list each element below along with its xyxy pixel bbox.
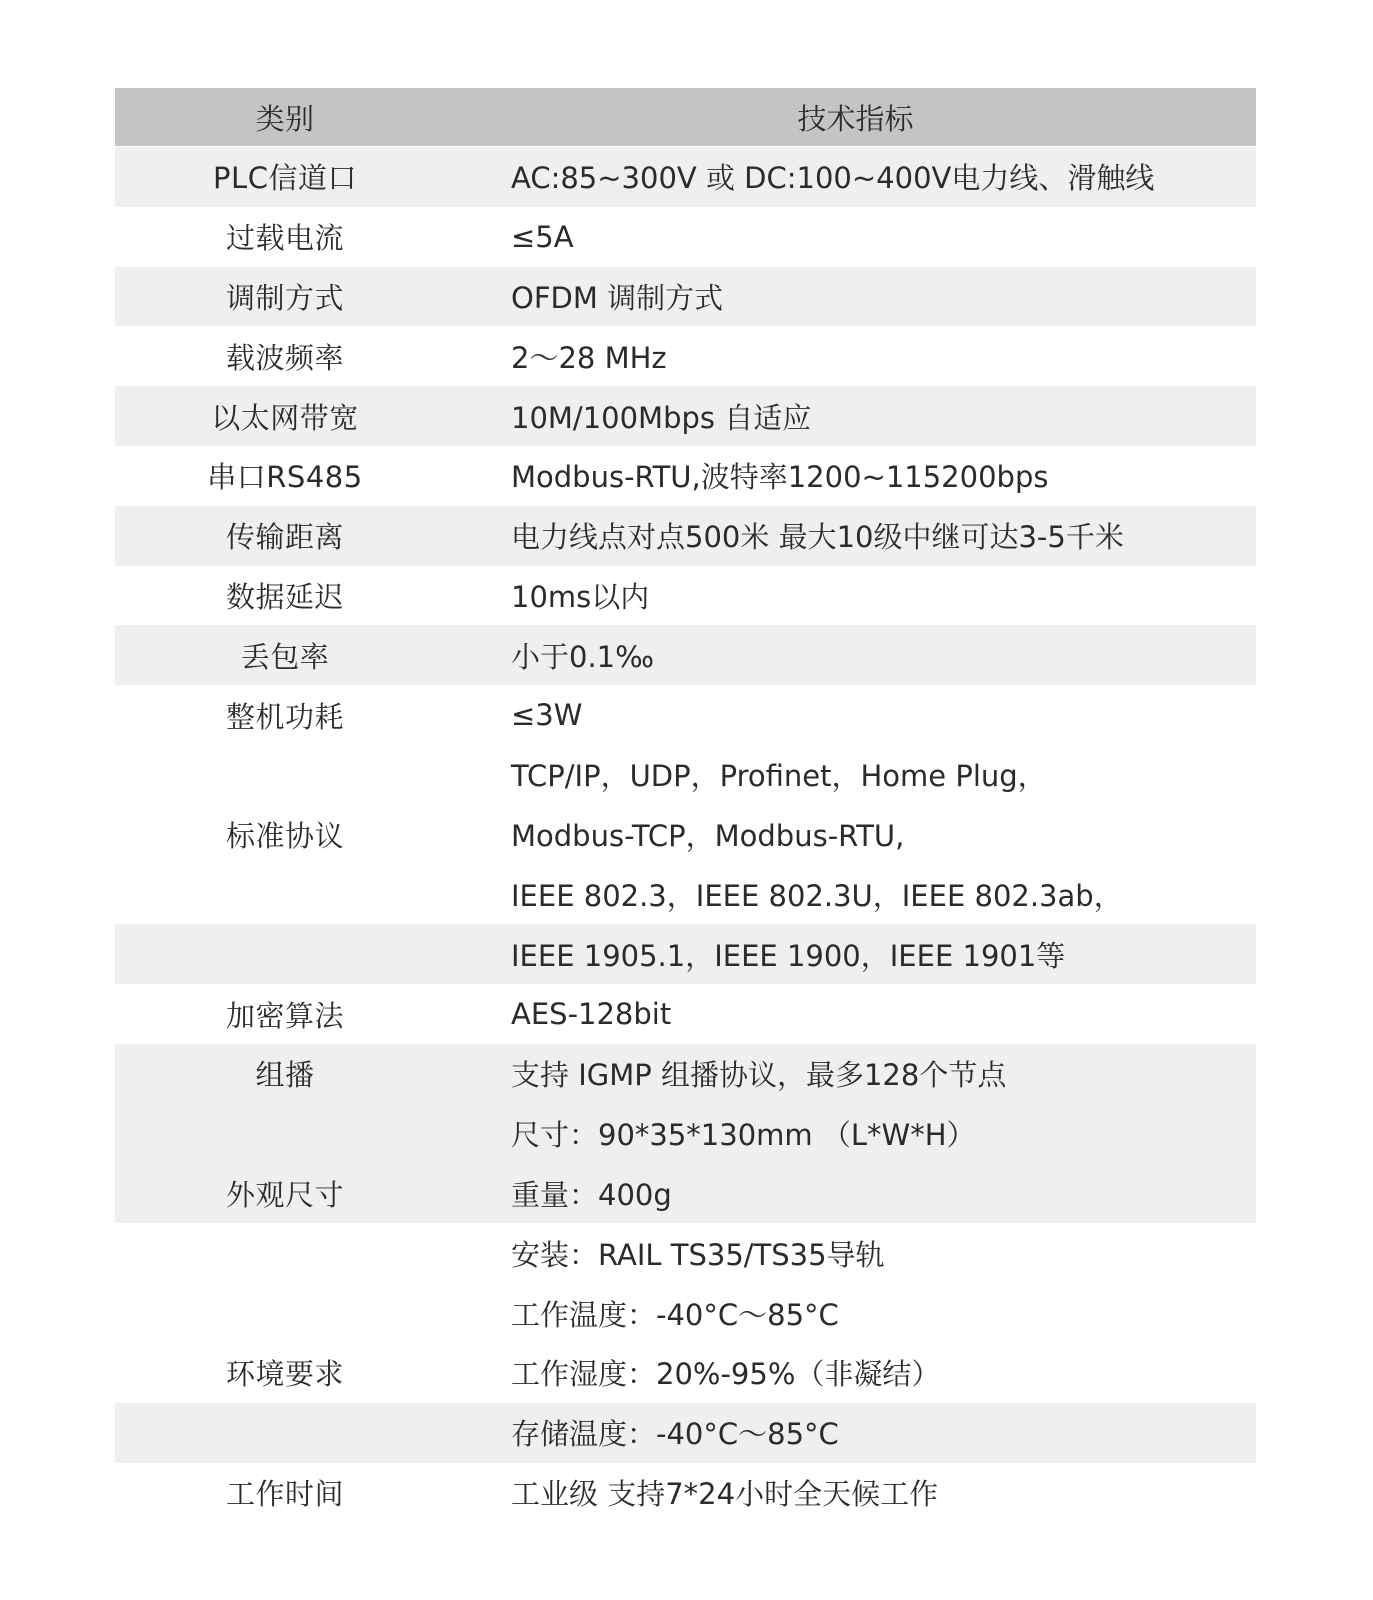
row-category: PLC信道口 xyxy=(213,161,357,196)
row-value: OFDM 调制方式 xyxy=(511,280,724,315)
table-row xyxy=(115,1223,1256,1283)
table-row xyxy=(115,745,1256,805)
row-value: 小于0.1‰ xyxy=(511,639,655,674)
row-category: 以太网带宽 xyxy=(211,400,359,435)
header-category: 类别 xyxy=(255,101,315,136)
row-value: ≤3W xyxy=(511,698,583,733)
table-row xyxy=(115,267,1256,327)
table-row xyxy=(115,625,1256,685)
row-value: Modbus-RTU,波特率1200~115200bps xyxy=(511,460,1049,495)
row-value: 安装：RAIL TS35/TS35导轨 xyxy=(511,1237,885,1272)
row-value: AES-128bit xyxy=(511,997,672,1032)
row-category: 工作时间 xyxy=(225,1476,344,1511)
row-category: 加密算法 xyxy=(225,998,344,1033)
row-value: 工作温度：-40°C～85°C xyxy=(511,1297,839,1332)
table-row xyxy=(115,984,1256,1044)
row-value: 工作湿度：20%-95%（非凝结） xyxy=(511,1357,941,1392)
row-category: 过载电流 xyxy=(225,221,344,256)
spec-table xyxy=(115,88,1256,1522)
row-value: TCP/IP，UDP，Profinet，Home Plug， xyxy=(511,759,1047,794)
row-category: 串口RS485 xyxy=(207,460,363,495)
table-row xyxy=(115,207,1256,267)
table-row xyxy=(115,446,1256,506)
row-value: ≤5A xyxy=(511,219,574,254)
row-value: 10ms以内 xyxy=(511,579,650,614)
row-category: 传输距离 xyxy=(225,520,344,555)
row-category: 调制方式 xyxy=(225,280,344,315)
row-value: 尺寸：90*35*130mm （L*W*H） xyxy=(511,1118,976,1153)
row-category: 标准协议 xyxy=(225,819,344,854)
table-row xyxy=(115,386,1256,446)
table-row xyxy=(115,685,1256,745)
row-category: 整机功耗 xyxy=(225,699,344,734)
table-row xyxy=(115,147,1256,207)
table-row xyxy=(115,1403,1256,1463)
row-value: Modbus-TCP，Modbus-RTU, xyxy=(511,819,905,854)
row-category: 数据延迟 xyxy=(225,579,344,614)
row-value: 支持 IGMP 组播协议，最多128个节点 xyxy=(511,1058,1007,1093)
row-value: 工业级 支持7*24小时全天候工作 xyxy=(511,1476,939,1511)
row-value: 存储温度：-40°C～85°C xyxy=(511,1417,839,1452)
row-category: 载波频率 xyxy=(225,340,344,375)
table-row xyxy=(115,326,1256,386)
table-row xyxy=(115,1283,1256,1343)
row-value: IEEE 802.3，IEEE 802.3U，IEEE 802.3ab， xyxy=(511,878,1123,913)
table-row xyxy=(115,1343,1256,1403)
table-row xyxy=(115,865,1256,925)
table-row xyxy=(115,1104,1256,1164)
header-spec: 技术指标 xyxy=(797,101,914,136)
row-value: 10M/100Mbps 自适应 xyxy=(511,400,812,435)
table-header xyxy=(115,88,1256,146)
row-value: 重量：400g xyxy=(511,1177,672,1212)
table-row xyxy=(115,566,1256,626)
table-row xyxy=(115,1463,1256,1523)
row-category: 组播 xyxy=(255,1058,315,1093)
table-body xyxy=(115,147,1256,1522)
table-row xyxy=(115,1164,1256,1224)
table-row xyxy=(115,1044,1256,1104)
table-row xyxy=(115,924,1256,984)
row-value: 电力线点对点500米 最大10级中继可达3-5千米 xyxy=(511,520,1124,555)
table-row xyxy=(115,805,1256,865)
row-value: IEEE 1905.1，IEEE 1900，IEEE 1901等 xyxy=(511,938,1066,973)
row-category: 外观尺寸 xyxy=(225,1177,344,1212)
row-value: AC:85~300V 或 DC:100~400V电力线、滑触线 xyxy=(511,161,1155,196)
row-category: 丢包率 xyxy=(240,639,330,674)
table-row xyxy=(115,506,1256,566)
row-category: 环境要求 xyxy=(225,1357,344,1392)
row-value: 2～28 MHz xyxy=(511,340,667,375)
